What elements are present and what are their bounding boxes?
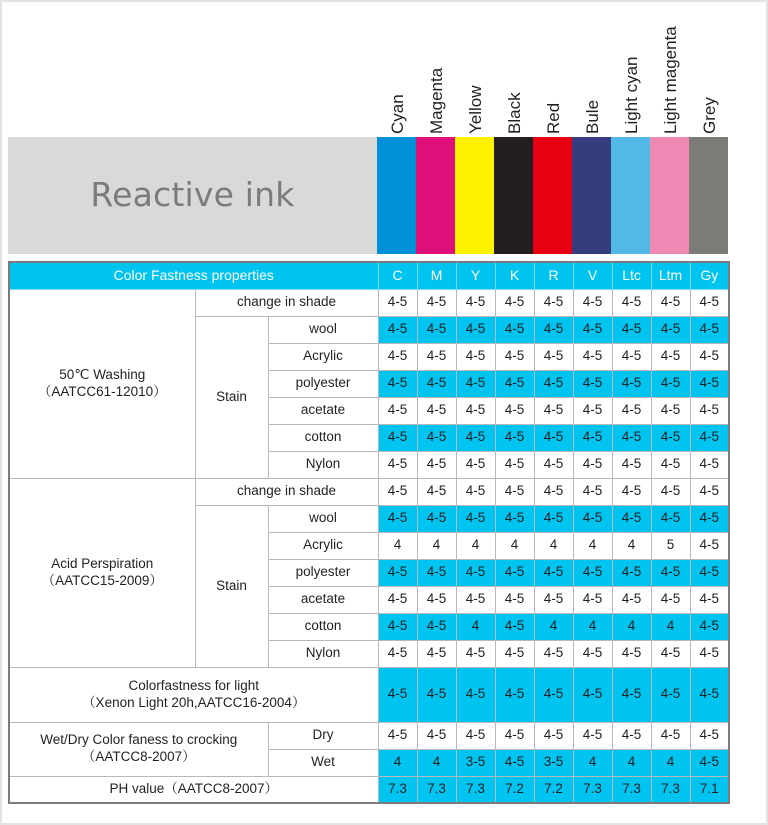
swatch-light-cyan <box>611 137 650 254</box>
rating-cell: 4-5 <box>690 505 729 532</box>
rating-cell: 4-5 <box>456 586 495 613</box>
rating-cell: 7.2 <box>534 776 573 803</box>
rating-cell: 4-5 <box>690 667 729 722</box>
rating-cell: 4-5 <box>651 316 690 343</box>
rating-cell: 4-5 <box>417 451 456 478</box>
ink-label-bule <box>572 0 611 134</box>
rating-cell: 4-5 <box>690 289 729 316</box>
material-label: acetate <box>268 586 378 613</box>
rating-cell: 4-5 <box>573 586 612 613</box>
light-fastness-label <box>9 667 378 722</box>
rating-cell: 4-5 <box>378 424 417 451</box>
ink-color-swatches <box>377 137 728 254</box>
rating-cell: 7.3 <box>651 776 690 803</box>
rating-cell: 7.3 <box>612 776 651 803</box>
rating-cell: 4-5 <box>378 478 417 505</box>
rating-cell: 4-5 <box>573 478 612 505</box>
material-label: Acrylic <box>268 343 378 370</box>
change-in-shade-label: change in shade <box>195 478 378 505</box>
rating-cell: 4-5 <box>612 505 651 532</box>
rating-cell: 4-5 <box>534 667 573 722</box>
rating-cell: 4-5 <box>417 343 456 370</box>
rating-cell: 4-5 <box>378 586 417 613</box>
rating-cell: 4-5 <box>534 505 573 532</box>
rating-cell: 4-5 <box>612 722 651 749</box>
rating-cell: 4-5 <box>690 424 729 451</box>
rating-cell: 4-5 <box>456 451 495 478</box>
rating-cell: 4-5 <box>690 370 729 397</box>
rating-cell: 4-5 <box>534 370 573 397</box>
rating-cell: 4-5 <box>690 451 729 478</box>
rating-cell: 4-5 <box>573 559 612 586</box>
rating-cell: 4-5 <box>573 451 612 478</box>
rating-cell: 4-5 <box>612 559 651 586</box>
rating-cell: 4-5 <box>534 424 573 451</box>
ph-value-label: PH value（AATCC8-2007） <box>9 776 378 803</box>
rating-cell: 4-5 <box>651 370 690 397</box>
rating-cell: 4-5 <box>417 559 456 586</box>
rating-cell: 4-5 <box>612 640 651 667</box>
rating-cell: 4-5 <box>534 316 573 343</box>
ink-label-light-cyan <box>611 0 650 134</box>
rating-cell: 4-5 <box>495 451 534 478</box>
rating-cell: 7.3 <box>417 776 456 803</box>
rating-cell: 4-5 <box>417 613 456 640</box>
ink-name-labels <box>377 0 728 137</box>
header-properties: Color Fastness properties <box>9 262 378 289</box>
rating-cell: 4-5 <box>612 586 651 613</box>
washing-test-label <box>9 289 195 478</box>
swatch-yellow <box>455 137 494 254</box>
rating-cell: 4-5 <box>378 667 417 722</box>
rating-cell: 4-5 <box>573 722 612 749</box>
rating-cell: 4-5 <box>573 316 612 343</box>
rating-cell: 4-5 <box>456 667 495 722</box>
color-fastness-table <box>8 261 730 804</box>
rating-cell: 4-5 <box>690 316 729 343</box>
perspiration-change-in-shade-row <box>9 478 729 505</box>
rating-cell: 4-5 <box>378 505 417 532</box>
rating-cell: 4-5 <box>495 478 534 505</box>
material-label: Nylon <box>268 640 378 667</box>
rating-cell: 4 <box>573 749 612 776</box>
rating-cell: 4-5 <box>378 451 417 478</box>
rating-cell: 4-5 <box>417 478 456 505</box>
rating-cell: 4 <box>417 532 456 559</box>
column-header-y: Y <box>456 262 495 289</box>
rating-cell: 4-5 <box>534 722 573 749</box>
rating-cell: 4-5 <box>417 640 456 667</box>
ink-label-text: Grey <box>699 97 719 134</box>
rating-cell: 4-5 <box>651 559 690 586</box>
rating-cell: 4-5 <box>651 505 690 532</box>
ink-label-text: Light cyan <box>621 56 641 134</box>
rating-cell: 4-5 <box>690 559 729 586</box>
label-line-1: Acid Perspiration <box>51 555 154 571</box>
rating-cell: 4-5 <box>534 289 573 316</box>
ink-label-text: Yellow <box>465 85 485 134</box>
page-title: Reactive ink <box>90 175 295 214</box>
rating-cell: 4-5 <box>378 613 417 640</box>
rating-cell: 4-5 <box>495 640 534 667</box>
rating-cell: 4-5 <box>534 451 573 478</box>
rating-cell: 4-5 <box>378 397 417 424</box>
ink-label-text: Light magenta <box>660 26 680 134</box>
rating-cell: 4-5 <box>534 343 573 370</box>
rating-cell: 5 <box>651 532 690 559</box>
rating-cell: 4-5 <box>456 397 495 424</box>
rating-cell: 4-5 <box>417 397 456 424</box>
rating-cell: 4-5 <box>690 397 729 424</box>
material-label: cotton <box>268 613 378 640</box>
column-header-ltc: Ltc <box>612 262 651 289</box>
rating-cell: 7.2 <box>495 776 534 803</box>
rating-cell: 4-5 <box>690 586 729 613</box>
light-fastness-row <box>9 667 729 722</box>
rating-cell: 4-5 <box>456 316 495 343</box>
rating-cell: 4-5 <box>651 451 690 478</box>
rating-cell: 3-5 <box>456 749 495 776</box>
rating-cell: 4-5 <box>534 478 573 505</box>
label-line-2: （AATCC15-2009） <box>41 572 163 588</box>
rating-cell: 4-5 <box>456 343 495 370</box>
rating-cell: 4-5 <box>651 397 690 424</box>
rating-cell: 4-5 <box>690 343 729 370</box>
rating-cell: 4 <box>534 532 573 559</box>
column-header-ltm: Ltm <box>651 262 690 289</box>
column-header-k: K <box>495 262 534 289</box>
rating-cell: 4-5 <box>495 397 534 424</box>
rating-cell: 4-5 <box>612 316 651 343</box>
rating-cell: 4-5 <box>417 316 456 343</box>
rating-cell: 4-5 <box>456 289 495 316</box>
rating-cell: 4-5 <box>495 505 534 532</box>
material-label: wool <box>268 505 378 532</box>
rating-cell: 4-5 <box>456 424 495 451</box>
rating-cell: 4 <box>495 532 534 559</box>
rating-cell: 4-5 <box>651 343 690 370</box>
rating-cell: 4-5 <box>417 424 456 451</box>
rating-cell: 4 <box>612 749 651 776</box>
rating-cell: 3-5 <box>534 749 573 776</box>
rating-cell: 4-5 <box>495 289 534 316</box>
rating-cell: 4-5 <box>651 586 690 613</box>
rating-cell: 4-5 <box>378 559 417 586</box>
material-label: cotton <box>268 424 378 451</box>
rating-cell: 4-5 <box>495 586 534 613</box>
rating-cell: 4-5 <box>417 586 456 613</box>
column-header-r: R <box>534 262 573 289</box>
rating-cell: 4-5 <box>495 559 534 586</box>
swatch-cyan <box>377 137 416 254</box>
rating-cell: 4-5 <box>456 559 495 586</box>
rating-cell: 4-5 <box>573 640 612 667</box>
rating-cell: 4-5 <box>651 478 690 505</box>
material-label: Nylon <box>268 451 378 478</box>
swatch-red <box>533 137 572 254</box>
rating-cell: 4-5 <box>573 667 612 722</box>
rating-cell: 4 <box>651 613 690 640</box>
swatch-bule <box>572 137 611 254</box>
rating-cell: 4-5 <box>534 640 573 667</box>
rating-cell: 4-5 <box>612 397 651 424</box>
rating-cell: 4 <box>534 613 573 640</box>
rating-cell: 4-5 <box>495 722 534 749</box>
rating-cell: 7.3 <box>456 776 495 803</box>
washing-change-in-shade-row <box>9 289 729 316</box>
rating-cell: 4-5 <box>495 370 534 397</box>
column-header-v: V <box>573 262 612 289</box>
ink-label-black <box>494 0 533 134</box>
rating-cell: 4-5 <box>573 424 612 451</box>
rating-cell: 4-5 <box>612 478 651 505</box>
crocking-dry-row <box>9 722 729 749</box>
rating-cell: 4-5 <box>417 722 456 749</box>
rating-cell: 4 <box>456 613 495 640</box>
rating-cell: 4-5 <box>495 749 534 776</box>
rating-cell: 4-5 <box>378 722 417 749</box>
rating-cell: 4-5 <box>573 289 612 316</box>
rating-cell: 4 <box>378 532 417 559</box>
rating-cell: 4-5 <box>456 370 495 397</box>
ink-label-yellow <box>455 0 494 134</box>
rating-cell: 4 <box>612 532 651 559</box>
rating-cell: 4-5 <box>690 478 729 505</box>
rating-cell: 4-5 <box>534 397 573 424</box>
material-label: polyester <box>268 370 378 397</box>
rating-cell: 4-5 <box>690 722 729 749</box>
ink-label-text: Bule <box>582 99 602 134</box>
rating-cell: 4-5 <box>690 532 729 559</box>
rating-cell: 4-5 <box>456 478 495 505</box>
rating-cell: 4-5 <box>378 370 417 397</box>
material-label: polyester <box>268 559 378 586</box>
rating-cell: 4-5 <box>378 640 417 667</box>
rating-cell: 4-5 <box>612 451 651 478</box>
swatch-grey <box>689 137 728 254</box>
rating-cell: 4-5 <box>378 316 417 343</box>
column-header-c: C <box>378 262 417 289</box>
rating-cell: 4-5 <box>495 424 534 451</box>
stain-label: Stain <box>195 316 268 478</box>
rating-cell: 4-5 <box>612 289 651 316</box>
table-header-row <box>9 262 729 289</box>
rating-cell: 4-5 <box>456 505 495 532</box>
ink-label-text: Red <box>543 102 563 134</box>
stain-label: Stain <box>195 505 268 667</box>
rating-cell: 4 <box>456 532 495 559</box>
rating-cell: 4-5 <box>534 559 573 586</box>
ink-label-text: Black <box>504 92 524 134</box>
change-in-shade-label: change in shade <box>195 289 378 316</box>
material-label: Acrylic <box>268 532 378 559</box>
rating-cell: 4 <box>651 749 690 776</box>
rating-cell: 4-5 <box>651 424 690 451</box>
rating-cell: 7.1 <box>690 776 729 803</box>
rating-cell: 4-5 <box>651 722 690 749</box>
rating-cell: 4-5 <box>456 722 495 749</box>
rating-cell: 4-5 <box>495 316 534 343</box>
swatch-black <box>494 137 533 254</box>
rating-cell: 7.3 <box>378 776 417 803</box>
rating-cell: 4-5 <box>651 640 690 667</box>
rating-cell: 4-5 <box>534 586 573 613</box>
rating-cell: 4-5 <box>612 424 651 451</box>
material-label: wool <box>268 316 378 343</box>
swatch-magenta <box>416 137 455 254</box>
perspiration-test-label <box>9 478 195 667</box>
rating-cell: 7.3 <box>573 776 612 803</box>
rating-cell: 4-5 <box>573 370 612 397</box>
swatch-light-magenta <box>650 137 689 254</box>
rating-cell: 4-5 <box>378 289 417 316</box>
rating-cell: 4-5 <box>573 505 612 532</box>
ink-label-magenta <box>416 0 455 134</box>
ink-label-cyan <box>377 0 416 134</box>
title-banner <box>8 137 377 254</box>
rating-cell: 4-5 <box>378 343 417 370</box>
label-line-1: Colorfastness for light <box>128 677 260 693</box>
ph-value-row <box>9 776 729 803</box>
rating-cell: 4-5 <box>495 613 534 640</box>
rating-cell: 4 <box>612 613 651 640</box>
wet-label: Wet <box>268 749 378 776</box>
rating-cell: 4 <box>573 613 612 640</box>
rating-cell: 4-5 <box>417 667 456 722</box>
rating-cell: 4-5 <box>690 749 729 776</box>
rating-cell: 4-5 <box>612 667 651 722</box>
rating-cell: 4-5 <box>612 370 651 397</box>
rating-cell: 4-5 <box>651 289 690 316</box>
ink-label-text: Cyan <box>387 94 407 134</box>
material-label: acetate <box>268 397 378 424</box>
rating-cell: 4-5 <box>573 397 612 424</box>
label-line-2: （Xenon Light 20h,AATCC16-2004） <box>82 694 306 710</box>
rating-cell: 4-5 <box>417 505 456 532</box>
dry-label: Dry <box>268 722 378 749</box>
crocking-label <box>9 722 268 776</box>
rating-cell: 4-5 <box>651 667 690 722</box>
label-line-2: （AATCC8-2007） <box>81 749 196 764</box>
label-line-2: （AATCC61-12010） <box>37 383 167 399</box>
rating-cell: 4-5 <box>690 613 729 640</box>
rating-cell: 4 <box>378 749 417 776</box>
ink-label-light-magenta <box>650 0 689 134</box>
rating-cell: 4-5 <box>612 343 651 370</box>
rating-cell: 4-5 <box>573 343 612 370</box>
rating-cell: 4-5 <box>690 640 729 667</box>
rating-cell: 4-5 <box>495 667 534 722</box>
column-header-gy: Gy <box>690 262 729 289</box>
rating-cell: 4 <box>573 532 612 559</box>
rating-cell: 4-5 <box>417 370 456 397</box>
label-line-1: Wet/Dry Color faness to crocking <box>40 732 238 748</box>
rating-cell: 4-5 <box>495 343 534 370</box>
ink-label-grey <box>689 0 728 134</box>
label-line-1: 50℃ Washing <box>59 366 146 382</box>
rating-cell: 4-5 <box>456 640 495 667</box>
column-header-m: M <box>417 262 456 289</box>
rating-cell: 4-5 <box>417 289 456 316</box>
ink-label-red <box>533 0 572 134</box>
ink-label-text: Magenta <box>426 67 446 134</box>
rating-cell: 4 <box>417 749 456 776</box>
